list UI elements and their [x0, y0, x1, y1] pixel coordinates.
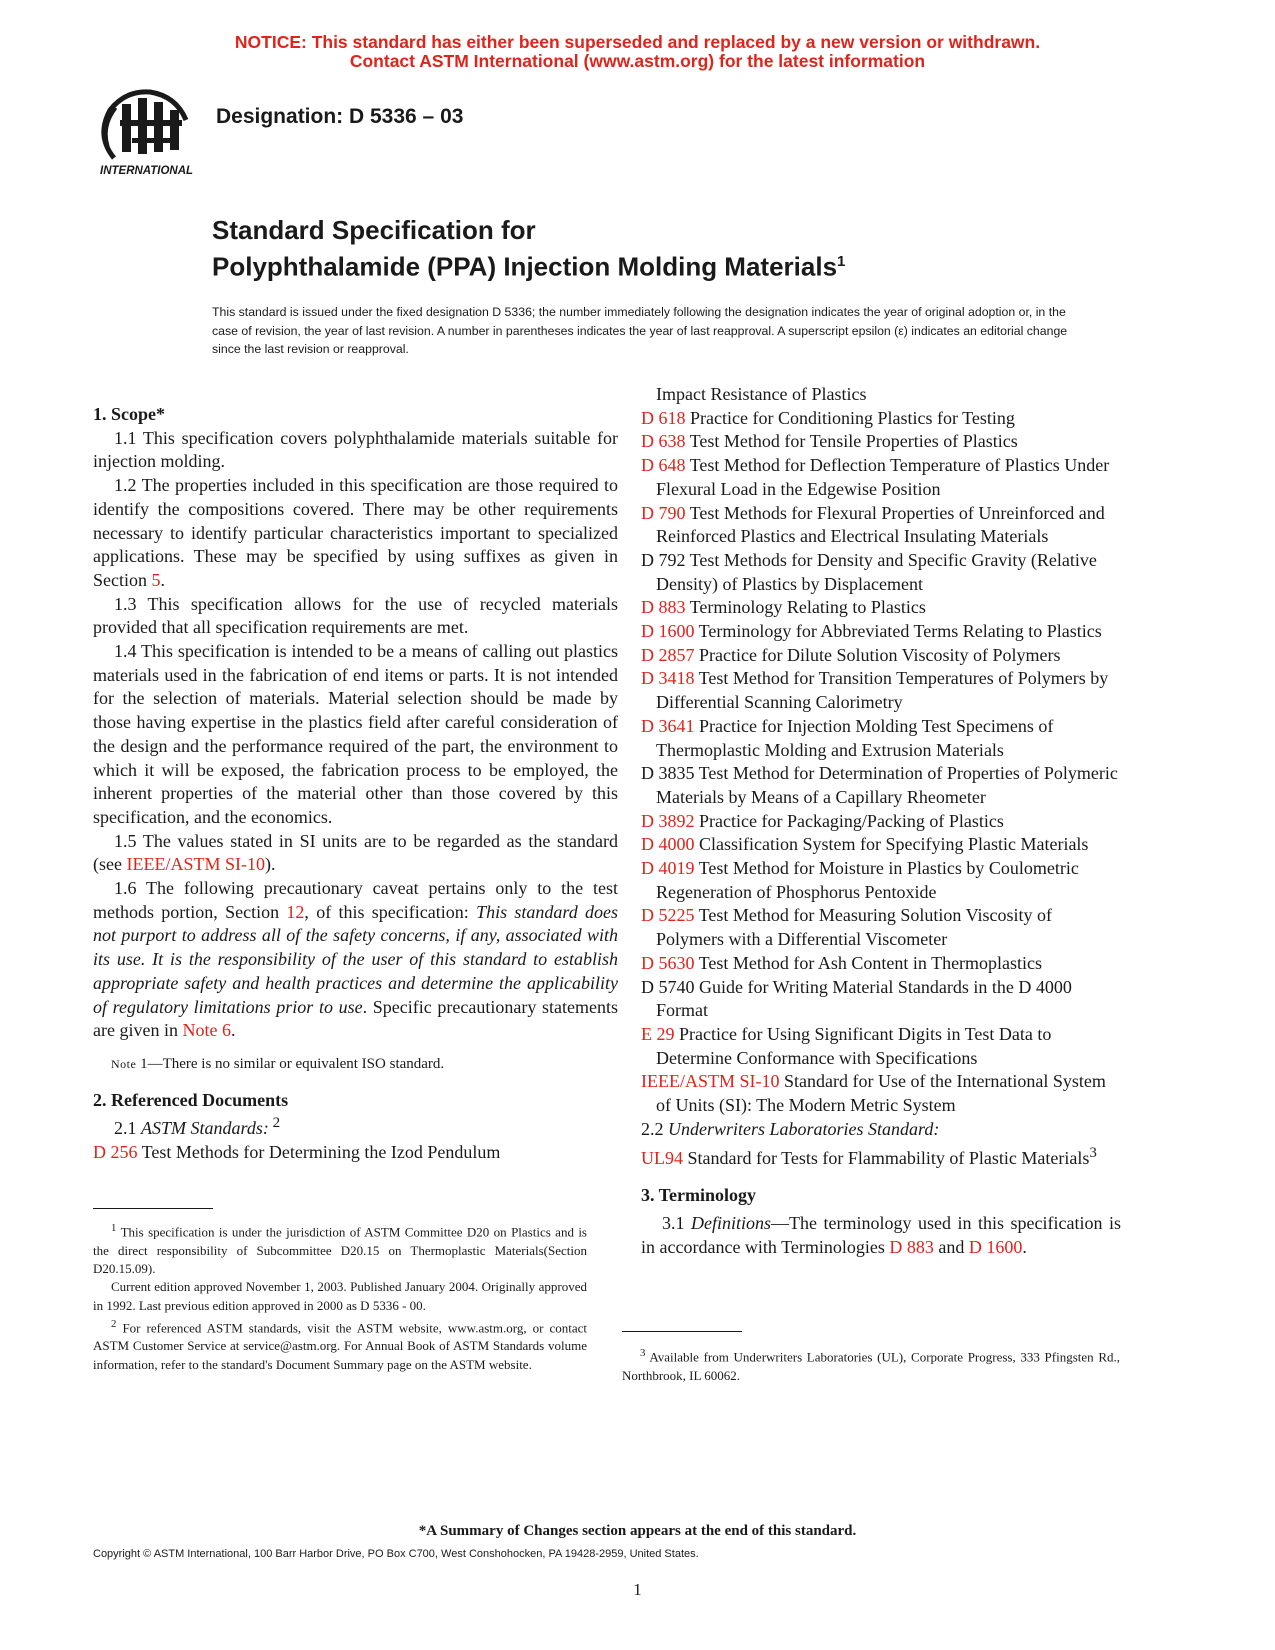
summary-note: *A Summary of Changes section appears at the end of this standard.	[418, 1523, 857, 1539]
scope-1-6-end: .	[230, 1020, 236, 1041]
title-line-1: Standard Specification for	[212, 215, 536, 245]
reference-title: Test Methods for Flexural Properties of Unreinforced and Reinforced Plastics and Electrical Insulating Materials	[656, 502, 1105, 547]
notice-line-1: NOTICE: This standard has either been superseded and replaced by a new version or withdrawn.	[234, 32, 1041, 52]
reference-title: Classification System for Specifying Plastic Materials	[694, 834, 1089, 855]
ref-d256	[93, 1141, 618, 1165]
terminology-3-1-text: —The terminology used in this specification is in accordance with Terminologies	[641, 1212, 1121, 1257]
safety-caveat: This standard does not purport to address all of the safety concerns, if any, associated with its use. It is the responsibility of the user of this standard to establish appropriate safety and health practices and determine the applicability of regulatory limitations prior to use	[93, 901, 619, 1017]
reference-item	[641, 857, 1121, 904]
footnote-2	[93, 1315, 587, 1374]
footnote-rule-left	[93, 1208, 213, 1209]
reference-title: Test Method for Transition Temperatures of Polymers by Differential Scanning Calorimetry	[656, 668, 1109, 713]
scope-1-1: 1.1 This specification covers polyphthalamide materials suitable for injection molding.	[93, 427, 618, 472]
d883-link[interactable]: D 883	[889, 1236, 934, 1257]
scope-1-6	[93, 877, 618, 1043]
astm-logo-icon	[92, 86, 202, 182]
footnote-rule-right	[622, 1331, 742, 1332]
ref-d256-continuation: Impact Resistance of Plastics	[656, 384, 867, 404]
scope-1-6-after: . Specific precautionary statements are given in	[93, 996, 618, 1041]
refdocs-2-1	[93, 1112, 618, 1141]
reference-list	[641, 407, 1121, 1118]
reference-title: Terminology for Abbreviated Terms Relating to Plastics	[694, 621, 1102, 642]
reference-code[interactable]: D 648	[641, 455, 686, 476]
terminology-heading: 3. Terminology	[641, 1185, 757, 1206]
reference-code[interactable]: IEEE/ASTM SI-10	[641, 1071, 780, 1092]
reference-code: D 5740	[641, 976, 695, 997]
d1600-link[interactable]: D 1600	[968, 1236, 1023, 1257]
footnote-3-mark: 3	[640, 1347, 646, 1359]
reference-item	[641, 952, 1121, 976]
note-6-link[interactable]: Note 6	[182, 1020, 231, 1041]
note-text: 1—There is no similar or equivalent ISO standard.	[136, 1055, 445, 1072]
reference-item	[641, 976, 1121, 1023]
right-column	[641, 383, 1121, 1259]
reference-code[interactable]: D 4000	[641, 834, 695, 855]
reference-code[interactable]: D 3418	[641, 668, 695, 689]
footnote-1-mark: 1	[111, 1222, 117, 1234]
reference-title: Test Methods for Density and Specific Gravity (Relative Density) of Plastics by Displacement	[656, 549, 1097, 594]
reference-code: D 792	[641, 549, 686, 570]
si10-link[interactable]: IEEE/ASTM SI-10	[126, 854, 265, 875]
reference-item	[641, 644, 1121, 668]
intro-paragraph: This standard is issued under the fixed designation D 5336; the number immediately following the designation indicates the year of original adoption or, in the case of revision, the year of last revision. A number in parentheses indicates the year of last reapproval. A superscript epsilon (ε) indicates an editorial change since the last revision or reapproval.	[212, 305, 1068, 356]
reference-code[interactable]: D 1600	[641, 621, 695, 642]
reference-item	[641, 1023, 1121, 1070]
reference-item	[641, 904, 1121, 951]
ref-ul94-text: Standard for Tests for Flammability of Plastic Materials	[683, 1147, 1090, 1168]
reference-code[interactable]: D 2857	[641, 644, 695, 665]
title-line-2-text: Polyphthalamide (PPA) Injection Molding Materials	[212, 251, 838, 282]
reference-item	[641, 620, 1121, 644]
footnote-3-text: Available from Underwriters Laboratories (UL), Corporate Progress, 333 Pfingsten Rd., Northbrook, IL 60062.	[622, 1349, 1120, 1383]
footnote-1	[93, 1219, 587, 1278]
reference-code[interactable]: E 29	[641, 1023, 675, 1044]
reference-title: Test Method for Determination of Properties of Polymeric Materials by Means of a Capillary Rheometer	[656, 763, 1118, 807]
reference-code[interactable]: D 3892	[641, 810, 695, 831]
reference-title: Standard for Use of the International System of Units (SI): The Modern Metric System	[656, 1071, 1106, 1116]
terminology-3-1	[641, 1212, 1121, 1259]
reference-code[interactable]: D 638	[641, 431, 686, 452]
logo-wordmark: INTERNATIONAL	[100, 165, 194, 177]
reference-title: Test Method for Ash Content in Thermoplastics	[694, 952, 1043, 973]
terminology-3-1-num: 3.1	[662, 1212, 692, 1233]
reference-title: Practice for Using Significant Digits in Test Data to Determine Conformance with Specifications	[656, 1023, 1052, 1068]
reference-title: Practice for Conditioning Plastics for Testing	[685, 407, 1015, 428]
ul-standard-label: Underwriters Laboratories Standard:	[668, 1118, 940, 1139]
scope-1-6-text: 1.6 The following precautionary caveat pertains only to the test methods portion, Section	[93, 878, 618, 922]
reference-title: Test Method for Measuring Solution Viscosity of Polymers with a Differential Viscometer	[656, 905, 1052, 950]
note-1	[93, 1053, 618, 1077]
reference-item	[641, 596, 1121, 620]
reference-code[interactable]: D 618	[641, 407, 686, 428]
footnote-1b: Current edition approved November 1, 2003. Published January 2004. Originally approved in 1992. Last previous edition approved in 2000 as D 5336 - 00.	[93, 1279, 587, 1313]
astm-standards-label: ASTM Standards:	[141, 1118, 269, 1139]
reference-item	[641, 407, 1121, 431]
reference-code[interactable]: D 3641	[641, 715, 695, 736]
refdocs-2-2	[641, 1118, 1121, 1142]
reference-title: Test Method for Deflection Temperature of Plastics Under Flexural Load in the Edgewise Position	[656, 455, 1110, 499]
scope-1-2-end: .	[160, 569, 165, 590]
footnote-2-text: For referenced ASTM standards, visit the ASTM website, www.astm.org, or contact ASTM Customer Service at service@astm.org. For Annual Book of ASTM Standards volume information, refer to the standard's Document Summary page on the ASTM website.	[93, 1320, 587, 1372]
reference-item	[641, 549, 1121, 596]
reference-title: Practice for Packaging/Packing of Plastics	[694, 810, 1004, 831]
designation: Designation: D 5336 – 03	[216, 105, 464, 128]
footnote-3	[622, 1344, 1120, 1385]
reference-item	[641, 454, 1121, 501]
reference-code: D 3835	[641, 763, 695, 784]
scope-1-5	[93, 830, 618, 877]
left-column	[93, 403, 618, 1165]
ref-ul94-code[interactable]: UL94	[641, 1147, 683, 1168]
ref-d256-code[interactable]: D 256	[93, 1142, 138, 1163]
reference-code[interactable]: D 790	[641, 502, 686, 523]
scope-1-5-end: ).	[264, 854, 276, 875]
reference-item	[641, 667, 1121, 714]
reference-title: Practice for Injection Molding Test Specimens of Thermoplastic Molding and Extrusion Materials	[656, 715, 1054, 760]
reference-title: Test Method for Tensile Properties of Plastics	[685, 431, 1018, 452]
scope-1-2-text: 1.2 The properties included in this specification are those required to identify the compositions covered. There may be other requirements necessary to identify particular characteristics important to specialized applications. These may be specified by using suffixes as given in Section	[93, 475, 618, 590]
refdocs-2-1-num: 2.1	[114, 1118, 141, 1139]
note-label: Note	[111, 1056, 137, 1071]
scope-1-6-mid: , of this specification:	[304, 901, 477, 922]
reference-code[interactable]: D 4019	[641, 858, 695, 879]
reference-title: Practice for Dilute Solution Viscosity of Polymers	[694, 644, 1061, 665]
reference-title: Guide for Writing Material Standards in the D 4000 Format	[656, 976, 1072, 1021]
section-12-link[interactable]: 12	[286, 901, 305, 922]
ref-d256-text: Test Methods for Determining the Izod Pendulum	[137, 1142, 501, 1163]
reference-code[interactable]: D 5225	[641, 905, 695, 926]
reference-code[interactable]: D 883	[641, 597, 686, 618]
scope-1-2	[93, 474, 618, 593]
page-number: 1	[633, 1580, 642, 1599]
reference-item	[641, 810, 1121, 834]
terminology-and: and	[933, 1236, 969, 1257]
scope-1-5-text: 1.5 The values stated in SI units are to be regarded as the standard (see	[93, 830, 618, 875]
reference-item	[641, 762, 1121, 809]
reference-code[interactable]: D 5630	[641, 952, 695, 973]
terminology-end: .	[1022, 1236, 1027, 1257]
notice-line-2: Contact ASTM International (www.astm.org) for the latest information	[349, 51, 926, 71]
refdocs-2-2-num: 2.2	[641, 1118, 668, 1139]
reference-item	[641, 1070, 1121, 1117]
ref-ul94	[641, 1142, 1121, 1171]
copyright: Copyright © ASTM International, 100 Barr Harbor Drive, PO Box C700, West Conshohocken, PA 19428-2959, United States.	[93, 1548, 699, 1560]
reference-title: Test Method for Moisture in Plastics by Coulometric Regeneration of Phosphorus Pentoxide	[656, 858, 1079, 902]
footnotes-left	[93, 1219, 587, 1374]
ref-ul94-footnote-mark: 3	[1089, 1144, 1097, 1161]
title-footnote-mark: 1	[837, 253, 846, 270]
document-title	[212, 215, 845, 283]
reference-item	[641, 430, 1121, 454]
scope-heading: 1. Scope*	[93, 404, 165, 424]
footnote-1-text: This specification is under the jurisdiction of ASTM Committee D20 on Plastics and is the direct responsibility of Subcommittee D20.15 on Thermoplastic Materials(Section D20.15.09).	[93, 1224, 587, 1276]
scope-1-3: 1.3 This specification allows for the use of recycled materials provided that all specification requirements are met.	[93, 593, 618, 638]
section-5-link[interactable]: 5	[151, 569, 161, 590]
title-line-2	[212, 246, 845, 283]
footnotes-right	[622, 1344, 1120, 1385]
reference-item	[641, 715, 1121, 762]
scope-1-4: 1.4 This specification is intended to be a means of calling out plastics materials used in the fabrication of end items or parts. It is not intended for the selection of materials. Material selection should be made by those having expertise in the plastics field after careful consideration of the design and the performance required of the part, the environment to which it will be exposed, the fabrication process to be employed, the inherent properties of the material other than those covered by this specification, and the economics.	[93, 641, 618, 827]
refdocs-heading: 2. Referenced Documents	[93, 1089, 289, 1110]
footnote-2-mark: 2	[111, 1317, 117, 1330]
astm-standards-footnote-mark: 2	[268, 1115, 281, 1132]
reference-item	[641, 502, 1121, 549]
astm-logo	[92, 86, 202, 182]
definitions-label: Definitions	[691, 1212, 772, 1233]
withdrawal-notice	[0, 33, 1275, 71]
reference-title: Terminology Relating to Plastics	[685, 597, 926, 618]
reference-item	[641, 833, 1121, 857]
